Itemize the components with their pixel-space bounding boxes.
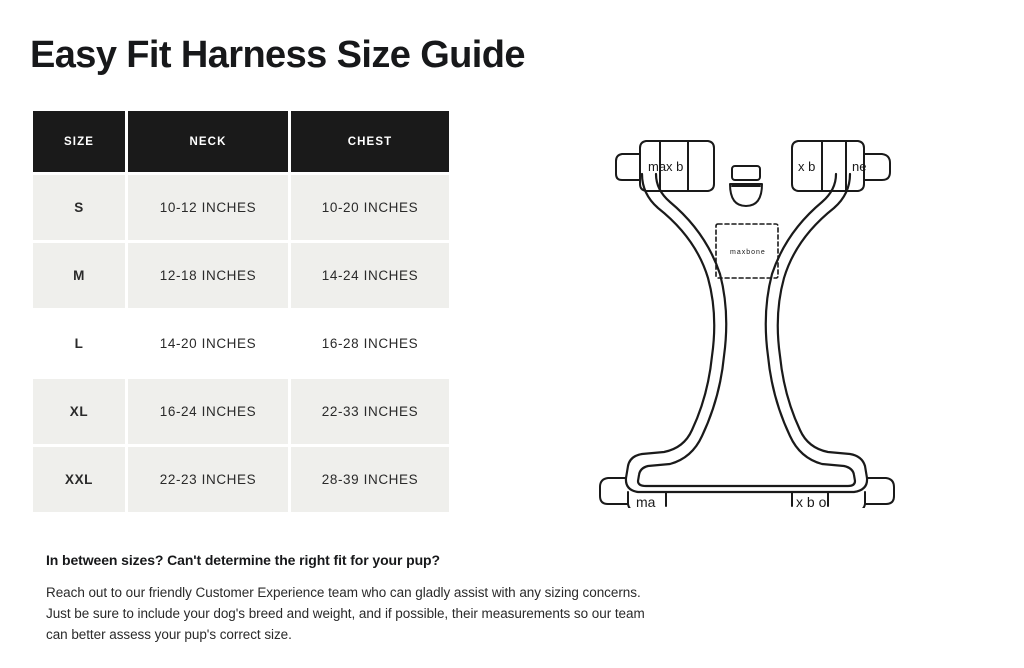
column-header-chest: CHEST [291, 111, 449, 172]
strap-top-left-labels [648, 159, 683, 174]
cell-chest: 22-33 INCHES [291, 379, 449, 444]
table-body [33, 175, 449, 512]
cell-neck: 10-12 INCHES [128, 175, 288, 240]
table-row [33, 311, 449, 376]
cell-neck: 14-20 INCHES [128, 311, 288, 376]
cell-neck: 16-24 INCHES [128, 379, 288, 444]
cell-neck: 22-23 INCHES [128, 447, 288, 512]
leash-ring [730, 166, 762, 206]
cell-chest: 28-39 INCHES [291, 447, 449, 512]
svg-text:maxbone: maxbone [730, 249, 766, 256]
cell-chest: 14-24 INCHES [291, 243, 449, 308]
strap-top-right-labels [798, 159, 866, 174]
cell-size: XL [33, 379, 125, 444]
column-header-size: SIZE [33, 111, 125, 172]
svg-text:ne: ne [852, 159, 867, 174]
table-header-row [33, 111, 449, 172]
table-row [33, 447, 449, 512]
svg-text:ma: ma [648, 159, 667, 174]
sizing-help-note [46, 552, 666, 645]
svg-text:x b: x b [798, 159, 816, 174]
svg-text:x b o: x b o [796, 494, 827, 508]
cell-chest: 16-28 INCHES [291, 311, 449, 376]
cell-chest: 10-20 INCHES [291, 175, 449, 240]
cell-neck: 12-18 INCHES [128, 243, 288, 308]
table-row [33, 379, 449, 444]
size-chart-table [30, 108, 452, 515]
strap-bottom-labels [636, 494, 827, 508]
svg-text:x b: x b [666, 159, 684, 174]
cell-size: M [33, 243, 125, 308]
column-header-neck: NECK [128, 111, 288, 172]
note-heading: In between sizes? Can't determine the right fit for your pup? [46, 552, 440, 568]
table-row [33, 175, 449, 240]
table-header [33, 111, 449, 172]
cell-size: XXL [33, 447, 125, 512]
harness-illustration [596, 108, 996, 508]
brand-label-patch [716, 224, 778, 278]
harness-body [626, 174, 867, 492]
cell-size: S [33, 175, 125, 240]
cell-size: L [33, 311, 125, 376]
svg-text:ma: ma [636, 494, 656, 508]
page-title: Easy Fit Harness Size Guide [30, 34, 525, 76]
note-body: Reach out to our friendly Customer Experience team who can gladly assist with any sizing concerns. Just be sure to include your dog's breed and weight, and if possible, their measurements so our team can better assess your pup's correct size. [46, 585, 645, 642]
table-row [33, 243, 449, 308]
